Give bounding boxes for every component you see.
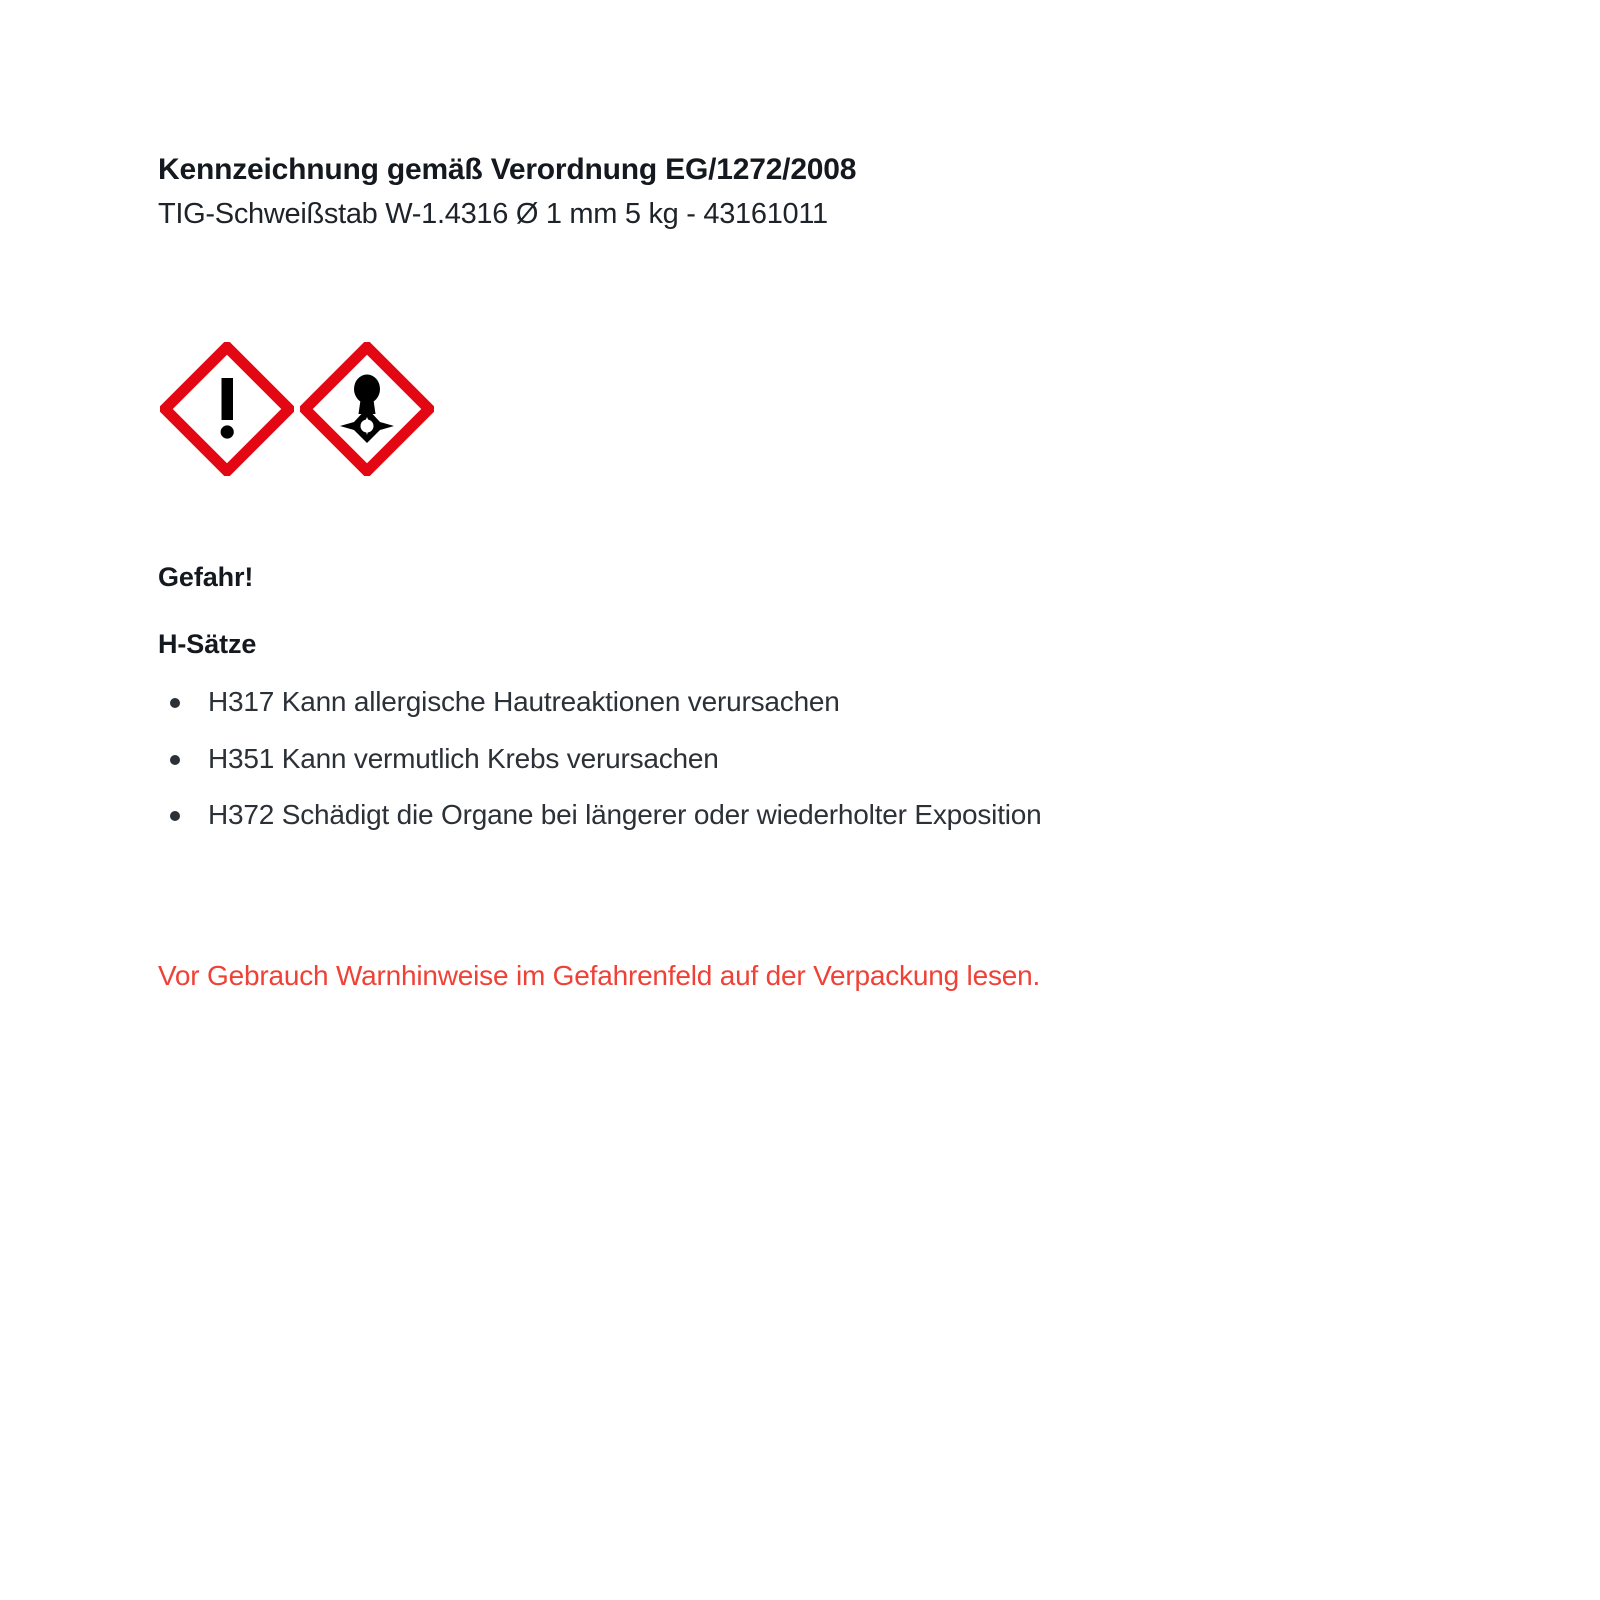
- product-subtitle: TIG-Schweißstab W-1.4316 Ø 1 mm 5 kg - 43161011: [158, 198, 828, 230]
- hazard-statements-list: [158, 682, 1440, 836]
- ghs-pictogram-row: [160, 342, 1440, 476]
- ghs07-exclamation-mark-icon: [160, 342, 294, 476]
- signal-word: Gefahr!: [158, 562, 254, 593]
- list-item: H372 Schädigt die Organe bei längerer oder wiederholter Exposition: [158, 795, 1208, 836]
- list-item: H317 Kann allergische Hautreaktionen verursachen: [158, 682, 1208, 723]
- warning-note: Vor Gebrauch Warnhinweise im Gefahrenfeld auf der Verpackung lesen.: [158, 959, 1041, 991]
- list-item: H351 Kann vermutlich Krebs verursachen: [158, 739, 1208, 780]
- page-title: Kennzeichnung gemäß Verordnung EG/1272/2008: [158, 153, 857, 186]
- ghs08-health-hazard-icon: [300, 342, 434, 476]
- hazard-statements-heading: H-Sätze: [158, 629, 257, 660]
